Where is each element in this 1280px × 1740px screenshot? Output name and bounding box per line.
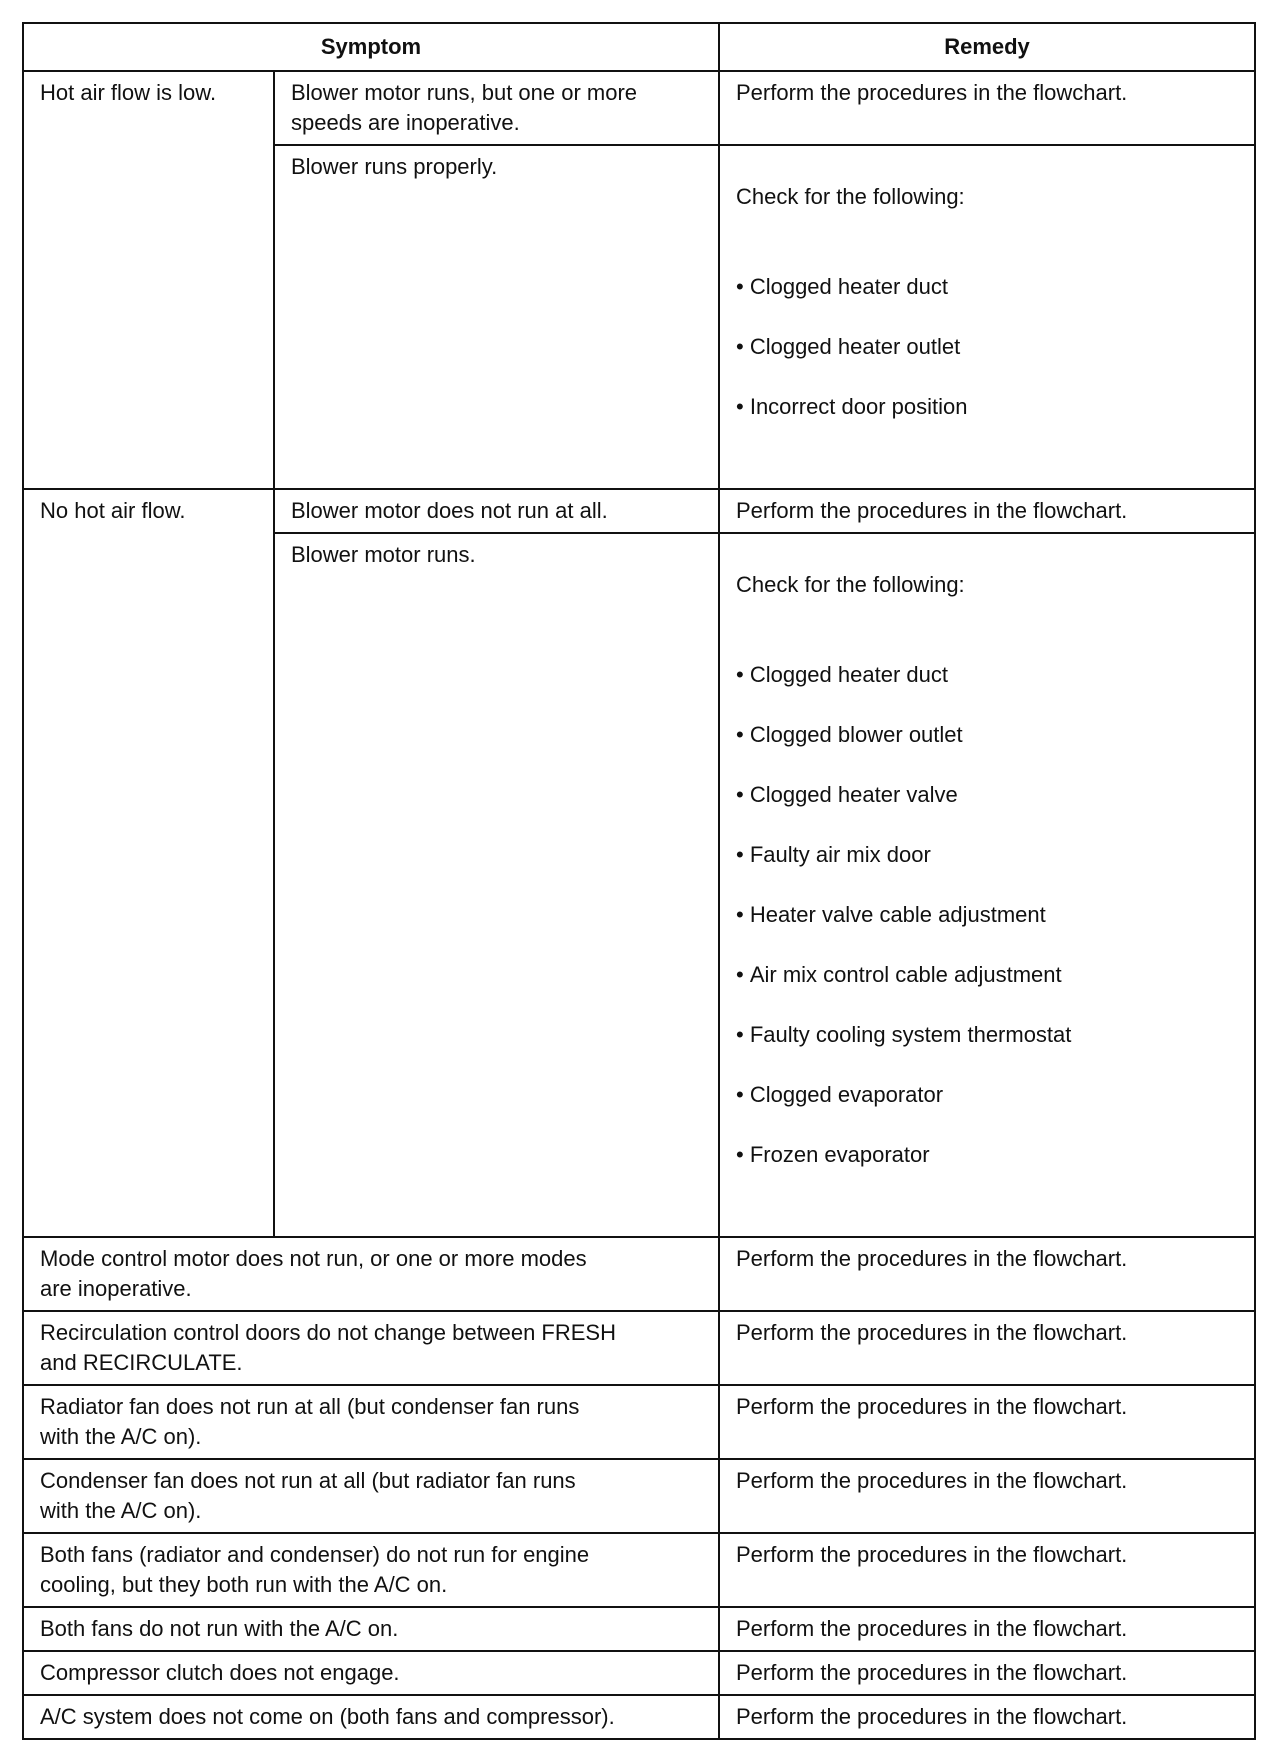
remedy-text: Perform the procedures in the flowchart. bbox=[736, 1320, 1128, 1345]
remedy-cell bbox=[719, 1459, 1255, 1533]
remedy-text: Perform the procedures in the flowchart. bbox=[736, 1246, 1128, 1271]
remedy-cell bbox=[719, 533, 1255, 1237]
symptom-text: Radiator fan does not run at all (but condenser fan runs with the A/C on). bbox=[40, 1394, 580, 1449]
remedy-cell bbox=[719, 1533, 1255, 1607]
remedy-cell bbox=[719, 1385, 1255, 1459]
table-row bbox=[23, 1607, 1255, 1651]
remedy-text: Perform the procedures in the flowchart. bbox=[736, 1468, 1128, 1493]
condition-cell bbox=[274, 145, 719, 489]
remedy-cell bbox=[719, 1311, 1255, 1385]
table-row bbox=[23, 1533, 1255, 1607]
remedy-cell bbox=[719, 1607, 1255, 1651]
symptom-text: Recirculation control doors do not change between FRESH and RECIRCULATE. bbox=[40, 1320, 616, 1375]
check-item: • Clogged blower outlet bbox=[736, 720, 1240, 750]
symptom-text: Mode control motor does not run, or one or more modes are inoperative. bbox=[40, 1246, 587, 1301]
check-list bbox=[736, 242, 1240, 452]
remedy-intro: Check for the following: bbox=[736, 572, 965, 597]
symptom-text: Both fans (radiator and condenser) do not run for engine cooling, but they both run with the A/C on. bbox=[40, 1542, 590, 1597]
condition-text: Blower motor runs, but one or more speeds are inoperative. bbox=[291, 80, 638, 135]
check-item: • Faulty air mix door bbox=[736, 840, 1240, 870]
symptom-text: Compressor clutch does not engage. bbox=[40, 1660, 400, 1685]
condition-text: Blower motor runs. bbox=[291, 542, 476, 567]
symptom-cell bbox=[23, 1237, 719, 1311]
table-row bbox=[23, 1237, 1255, 1311]
symptom-cell bbox=[23, 1651, 719, 1695]
table-row bbox=[23, 1695, 1255, 1739]
symptom-text: Hot air flow is low. bbox=[40, 80, 217, 105]
remedy-checklist bbox=[720, 534, 1254, 1236]
symptom-text: A/C system does not come on (both fans and compressor). bbox=[40, 1704, 615, 1729]
remedy-text: Perform the procedures in the flowchart. bbox=[736, 1616, 1128, 1641]
table-header-row bbox=[23, 23, 1255, 71]
table-row bbox=[23, 489, 1255, 533]
remedy-cell bbox=[719, 145, 1255, 489]
remedy-text: Perform the procedures in the flowchart. bbox=[736, 1660, 1128, 1685]
condition-cell bbox=[274, 71, 719, 145]
symptom-cell bbox=[23, 71, 274, 489]
symptom-cell bbox=[23, 1607, 719, 1651]
remedy-intro: Check for the following: bbox=[736, 184, 965, 209]
remedy-text: Perform the procedures in the flowchart. bbox=[736, 80, 1128, 105]
check-item: • Frozen evaporator bbox=[736, 1140, 1240, 1170]
table-row bbox=[23, 1385, 1255, 1459]
condition-text: Blower runs properly. bbox=[291, 154, 498, 179]
remedy-cell bbox=[719, 489, 1255, 533]
table-row bbox=[23, 1311, 1255, 1385]
remedy-text: Perform the procedures in the flowchart. bbox=[736, 1704, 1128, 1729]
symptom-text: Both fans do not run with the A/C on. bbox=[40, 1616, 399, 1641]
remedy-text: Perform the procedures in the flowchart. bbox=[736, 498, 1128, 523]
check-item: • Clogged heater outlet bbox=[736, 332, 1240, 362]
check-item: • Clogged heater valve bbox=[736, 780, 1240, 810]
remedy-cell bbox=[719, 1237, 1255, 1311]
symptom-text: No hot air flow. bbox=[40, 498, 186, 523]
condition-text: Blower motor does not run at all. bbox=[291, 498, 608, 523]
remedy-cell bbox=[719, 71, 1255, 145]
table-row bbox=[23, 1651, 1255, 1695]
check-item: • Air mix control cable adjustment bbox=[736, 960, 1240, 990]
remedy-text: Perform the procedures in the flowchart. bbox=[736, 1542, 1128, 1567]
remedy-cell bbox=[719, 1695, 1255, 1739]
check-item: • Clogged evaporator bbox=[736, 1080, 1240, 1110]
remedy-text: Perform the procedures in the flowchart. bbox=[736, 1394, 1128, 1419]
condition-cell bbox=[274, 489, 719, 533]
check-item: • Heater valve cable adjustment bbox=[736, 900, 1240, 930]
check-item: • Clogged heater duct bbox=[736, 272, 1240, 302]
table-row bbox=[23, 71, 1255, 145]
symptom-cell bbox=[23, 489, 274, 1237]
symptom-cell bbox=[23, 1385, 719, 1459]
symptom-text: Condenser fan does not run at all (but radiator fan runs with the A/C on). bbox=[40, 1468, 576, 1523]
symptom-cell bbox=[23, 1459, 719, 1533]
remedy-header: Remedy bbox=[719, 23, 1255, 71]
symptom-cell bbox=[23, 1311, 719, 1385]
remedy-cell bbox=[719, 1651, 1255, 1695]
check-item: • Incorrect door position bbox=[736, 392, 1240, 422]
troubleshooting-table bbox=[22, 22, 1256, 1740]
symptom-cell bbox=[23, 1533, 719, 1607]
remedy-checklist bbox=[720, 146, 1254, 488]
table-row bbox=[23, 1459, 1255, 1533]
check-item: • Clogged heater duct bbox=[736, 660, 1240, 690]
condition-cell bbox=[274, 533, 719, 1237]
check-item: • Faulty cooling system thermostat bbox=[736, 1020, 1240, 1050]
check-list bbox=[736, 630, 1240, 1200]
symptom-cell bbox=[23, 1695, 719, 1739]
symptom-header: Symptom bbox=[23, 23, 719, 71]
